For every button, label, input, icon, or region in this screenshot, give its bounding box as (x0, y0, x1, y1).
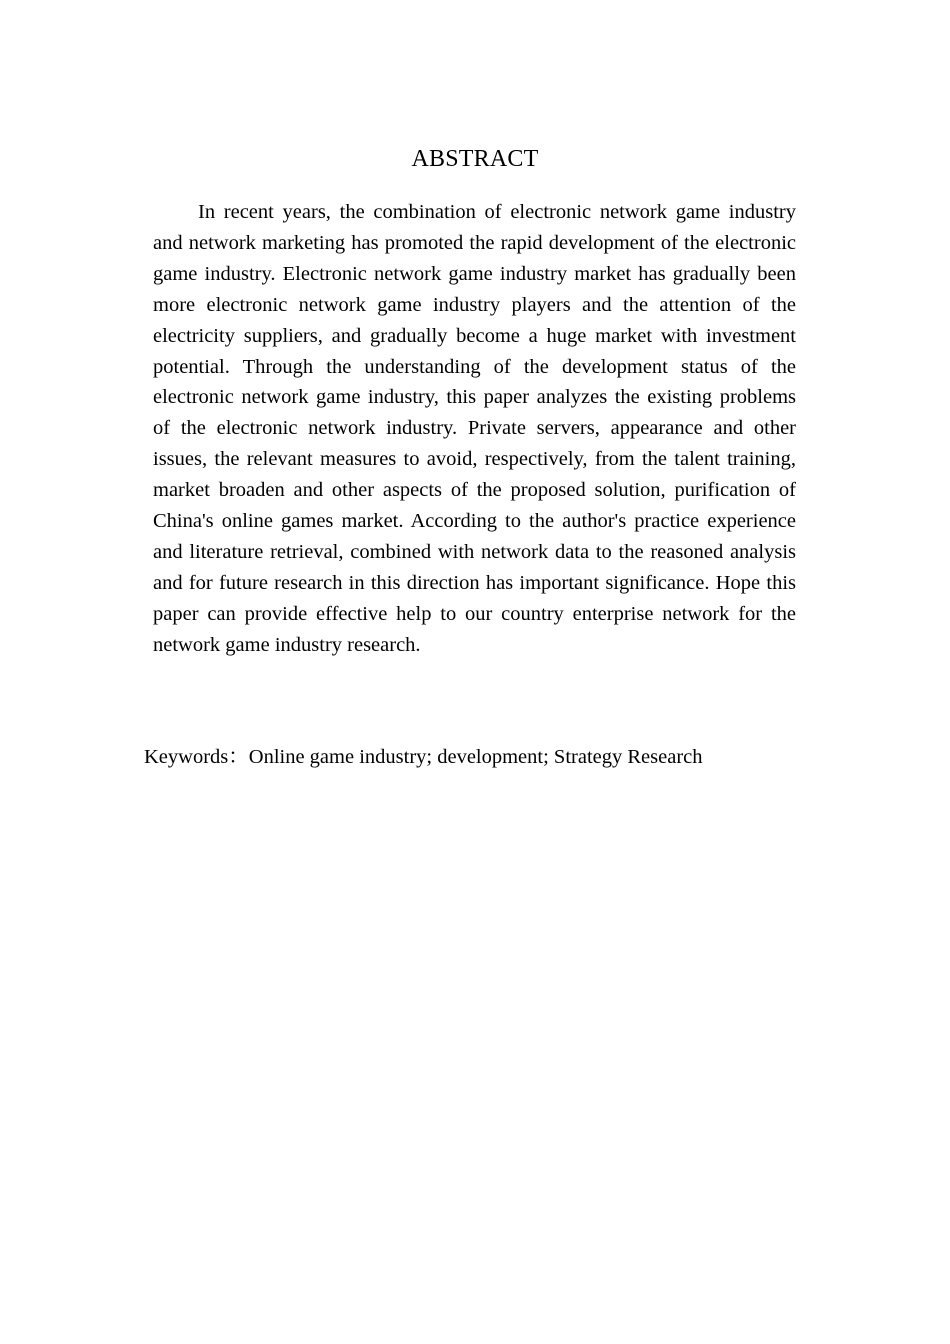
keywords-line (144, 741, 844, 773)
abstract-body-paragraph: In recent years, the combination of electronic network game industry and network marketing has promoted the rapid development of the electronic game industry. Electronic network game industry market has gradually been more electronic network game industry players and the attention of the electricity suppliers, and gradually become a huge market with investment potential. Through the understanding of the development status of the electronic network game industry, this paper analyzes the existing problems of the electronic network industry. Private servers, appearance and other issues, the relevant measures to avoid, respectively, from the talent training, market broaden and other aspects of the proposed solution, purification of China's online games market. According to the author's practice experience and literature retrieval, combined with network data to the reasoned analysis and for future research in this direction has important significance. Hope this paper can provide effective help to our country enterprise network for the network game industry research. (153, 201, 796, 656)
abstract-title: ABSTRACT (411, 146, 539, 172)
keywords-label: Keywords： (144, 746, 249, 768)
keywords-text: Online game industry; development; Strategy Research (248, 746, 703, 768)
